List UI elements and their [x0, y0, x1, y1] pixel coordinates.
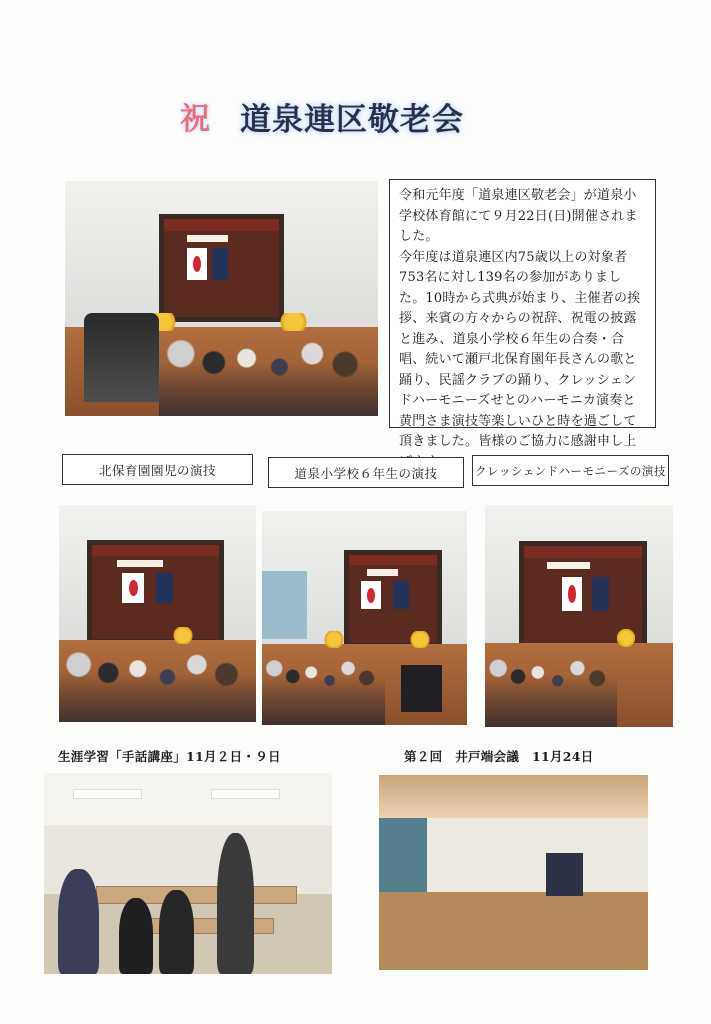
page-title — [180, 96, 464, 136]
intro-text-box — [389, 179, 656, 449]
intro-paragraph-1: 令和元年度「道泉連区敬老会」が道泉小学校体育館にて９月22日(日)開催されました。 — [399, 188, 638, 244]
caption-elementary: 道泉小学校６年生の演技 — [268, 457, 464, 488]
label-sign-language-course: 生涯学習「手話講座」11月２日・９日 — [58, 749, 281, 764]
caption-harmonica: クレッシェンドハーモニーズの演技 — [472, 455, 669, 486]
label-idobata-meeting: 第２回 井戸端会議 11月24日 — [404, 749, 594, 764]
photo-harmonica — [485, 505, 673, 727]
title-main: 道泉連区敬老会 — [240, 101, 464, 138]
title-prefix: 祝 — [180, 102, 210, 137]
photo-idobata-meeting — [379, 775, 648, 970]
photo-sign-language-course — [44, 773, 332, 974]
japan-flag-icon — [187, 248, 207, 279]
photo-ceremony — [65, 181, 378, 416]
photo-nursery — [59, 505, 256, 722]
intro-paragraph-2: 今年度は道泉連区内75歳以上の対象者753名に対し139名の参加がありました。10時から式典が始まり、主催者の挨拶、来賓の方々からの祝辞、祝電の披露と進み、道泉小学校６年生の合奏・合唱、続いて瀬戸北保育園年長さんの歌と踊り、民謡クラブの踊り、クレッシェンドハーモニーズせとのハーモニカ演奏と黄門さま演技等楽しいひと時を過ごして頂きました。皆様のご協力に感謝申し上 — [399, 249, 641, 449]
stage-banner — [187, 235, 228, 242]
caption-nursery: 北保育園園児の演技 — [62, 454, 253, 485]
photo-elementary — [262, 511, 467, 725]
emblem-icon — [212, 248, 228, 279]
